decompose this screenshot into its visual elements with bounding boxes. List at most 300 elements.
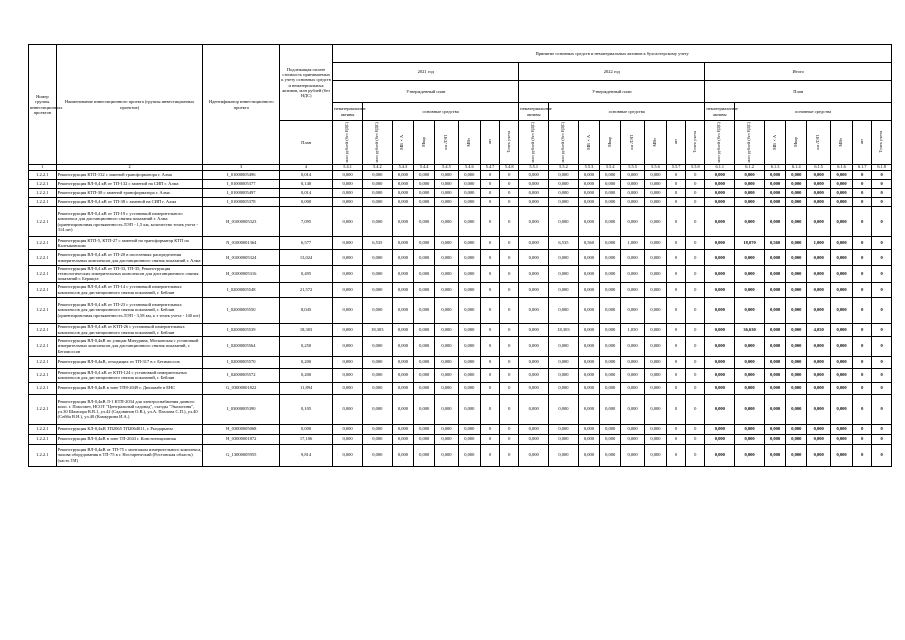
cost-cell: 18,303 xyxy=(280,323,333,336)
value-total-cell: 0,000 xyxy=(786,336,807,356)
value-2021-cell: 0,000 xyxy=(392,189,413,198)
value-2022-cell: 0,000 xyxy=(644,424,666,434)
project-name-cell: Реконструкция ВЛ-0,4кВ от ТП-75 с монтажом измерительного комплекса, чалова оборудования в ТП-75 в г. Ностаренгский (Ростовская область) (часть ТИ) xyxy=(56,444,203,466)
unit-label: млн рублей (без НДС) xyxy=(746,121,752,163)
value-total-cell: 0,000 xyxy=(786,356,807,368)
value-2021-cell: 0 xyxy=(481,356,500,368)
value-total-cell: 0,000 xyxy=(807,198,830,207)
value-total-cell: 0 xyxy=(872,444,892,466)
value-total-cell: 0,000 xyxy=(705,356,735,368)
header-project-name: Наименование инвестиционного проекта (группы инвестиционных проектов) xyxy=(56,45,203,165)
value-2022-cell: 0 xyxy=(686,282,705,297)
value-2022-cell: 0 xyxy=(686,171,705,180)
project-name-cell: Реконструкция КЛ-0,4кВ ТП2065 ТП2064011, г. Рыздарыны xyxy=(56,424,203,434)
value-total-cell: 0,000 xyxy=(735,382,765,394)
value-2022-cell: 0,000 xyxy=(519,394,549,424)
value-2021-cell: 0,000 xyxy=(333,266,363,283)
value-2021-cell: 0,000 xyxy=(458,198,480,207)
value-total-cell: 0,000 xyxy=(830,266,852,283)
value-2022-cell: 0,000 xyxy=(644,336,666,356)
value-2022-cell: 0,000 xyxy=(578,368,599,382)
value-2022-cell: 0,000 xyxy=(519,424,549,434)
value-total-cell: 0 xyxy=(872,356,892,368)
header-total: Итого xyxy=(705,63,892,81)
value-2022-cell: 0 xyxy=(667,394,686,424)
value-2021-cell: 0,000 xyxy=(435,394,458,424)
table-row xyxy=(29,266,892,283)
column-number: 5.5.7 xyxy=(667,165,686,171)
value-2022-cell: 0,000 xyxy=(549,297,579,323)
value-total-cell: 0,000 xyxy=(786,266,807,283)
unit-label: млн рублей (без НДС) xyxy=(530,121,536,163)
value-2022-cell: 0,000 xyxy=(600,424,621,434)
value-total-cell: 0 xyxy=(853,282,872,297)
header-plan-col: План xyxy=(280,121,333,165)
value-2021-cell: 0,000 xyxy=(458,356,480,368)
project-id-cell: I_01000005378 xyxy=(203,198,280,207)
value-total-cell: 0,000 xyxy=(764,323,785,336)
value-2022-cell: 0,000 xyxy=(600,368,621,382)
value-2022-cell: 0 xyxy=(686,424,705,434)
unit-cell xyxy=(735,121,765,165)
column-number: 5.4.2 xyxy=(362,165,392,171)
table-row xyxy=(29,434,892,444)
value-total-cell: 0,000 xyxy=(705,434,735,444)
value-2021-cell: 0,000 xyxy=(414,266,435,283)
value-total-cell: 0,000 xyxy=(705,207,735,237)
value-2021-cell: 0,000 xyxy=(362,207,392,237)
unit-cell xyxy=(362,121,392,165)
value-total-cell: 0,000 xyxy=(735,336,765,356)
value-2022-cell: 0,000 xyxy=(549,171,579,180)
value-total-cell: 0,000 xyxy=(705,394,735,424)
value-2021-cell: 0,000 xyxy=(392,282,413,297)
value-2022-cell: 0,000 xyxy=(621,424,644,434)
value-2022-cell: 0,000 xyxy=(549,368,579,382)
value-total-cell: 1,000 xyxy=(807,237,830,250)
value-2021-cell: 0 xyxy=(481,282,500,297)
value-total-cell: 0,000 xyxy=(705,382,735,394)
value-2021-cell: 0,000 xyxy=(458,434,480,444)
value-2021-cell: 0,000 xyxy=(333,444,363,466)
value-2021-cell: 0 xyxy=(481,250,500,266)
table-row xyxy=(29,323,892,336)
value-2022-cell: 0 xyxy=(667,189,686,198)
value-2022-cell: 0,000 xyxy=(549,198,579,207)
value-total-cell: 0,000 xyxy=(735,180,765,189)
value-2021-cell: 0,000 xyxy=(333,424,363,434)
value-total-cell: 0,000 xyxy=(764,266,785,283)
value-total-cell: 0,000 xyxy=(764,250,785,266)
value-total-cell: 0,000 xyxy=(830,356,852,368)
value-total-cell: 0,000 xyxy=(830,189,852,198)
value-total-cell: 0,000 xyxy=(830,382,852,394)
value-2021-cell: 0,000 xyxy=(362,180,392,189)
table-body xyxy=(29,171,892,467)
value-total-cell: 0,000 xyxy=(735,189,765,198)
value-2022-cell: 0,000 xyxy=(600,297,621,323)
value-total-cell: 0 xyxy=(872,424,892,434)
value-total-cell: 0,000 xyxy=(786,368,807,382)
cost-cell: 0,250 xyxy=(280,336,333,356)
value-total-cell: 0 xyxy=(853,180,872,189)
value-2021-cell: 0,000 xyxy=(458,336,480,356)
value-2021-cell: 0,000 xyxy=(435,368,458,382)
table-row xyxy=(29,424,892,434)
project-name-cell: Реконструкция КТП-132 с заменой трансформатора г. Алма xyxy=(56,171,203,180)
column-number: 5.4.5 xyxy=(435,165,458,171)
header-intangible-2021: нематериальные активы xyxy=(333,103,363,121)
column-number: 6.1.1 xyxy=(705,165,735,171)
value-total-cell: 0 xyxy=(872,171,892,180)
value-total-cell: 0,000 xyxy=(807,189,830,198)
table-row xyxy=(29,189,892,198)
value-2021-cell: 0,000 xyxy=(392,382,413,394)
value-total-cell: 0 xyxy=(853,171,872,180)
group-number-cell: 1.2.2.1 xyxy=(29,336,57,356)
value-2022-cell: 0 xyxy=(667,282,686,297)
value-total-cell: 0 xyxy=(853,368,872,382)
value-total-cell: 0,000 xyxy=(764,394,785,424)
value-2021-cell: 0,000 xyxy=(414,282,435,297)
value-total-cell: 0,000 xyxy=(705,189,735,198)
value-2022-cell: 0,000 xyxy=(578,382,599,394)
value-2021-cell: 0,000 xyxy=(414,207,435,237)
project-id-cell: I_02000005548 xyxy=(203,282,280,297)
unit-cell xyxy=(807,121,830,165)
project-name-cell: Реконструкция ВЛ-0,4 кВ от ТП-20 в поселениях распределения измерительных комплексов для дистанционного снятия показаний г. Алма xyxy=(56,250,203,266)
value-total-cell: 0,000 xyxy=(830,237,852,250)
value-2021-cell: 0 xyxy=(500,424,519,434)
value-total-cell: 0,000 xyxy=(786,282,807,297)
value-total-cell: 0,000 xyxy=(830,323,852,336)
value-2021-cell: 0,000 xyxy=(435,356,458,368)
value-2022-cell: 0,000 xyxy=(519,237,549,250)
value-total-cell: 0 xyxy=(872,237,892,250)
value-2022-cell: 0,000 xyxy=(600,171,621,180)
value-total-cell: 0,000 xyxy=(705,237,735,250)
value-2021-cell: 0,000 xyxy=(435,198,458,207)
project-name-cell: Реконструкция ВЛ-0,4 кВ от ТП-38 с заменой на СИП г. Алма xyxy=(56,198,203,207)
value-total-cell: 0,000 xyxy=(807,180,830,189)
group-number-cell: 1.2.2.1 xyxy=(29,250,57,266)
table-row xyxy=(29,250,892,266)
value-2021-cell: 0 xyxy=(481,444,500,466)
value-2022-cell: 0,000 xyxy=(519,368,549,382)
value-2021-cell: 0,000 xyxy=(362,297,392,323)
value-total-cell: 0 xyxy=(853,382,872,394)
unit-cell xyxy=(500,121,519,165)
unit-cell xyxy=(519,121,549,165)
value-total-cell: 0,000 xyxy=(735,266,765,283)
value-2022-cell: 0 xyxy=(667,180,686,189)
project-id-cell: N_01000001364 xyxy=(203,237,280,250)
value-total-cell: 0,000 xyxy=(735,424,765,434)
value-total-cell: 0 xyxy=(853,356,872,368)
value-2022-cell: 0,000 xyxy=(578,424,599,434)
value-2021-cell: 0,000 xyxy=(458,282,480,297)
value-2021-cell: 0 xyxy=(481,336,500,356)
column-number: 3 xyxy=(203,165,280,171)
value-2022-cell: 0,000 xyxy=(519,297,549,323)
value-2021-cell: 0,000 xyxy=(392,424,413,434)
table-row xyxy=(29,382,892,394)
value-2022-cell: 0,000 xyxy=(621,207,644,237)
cost-cell: 0,000 xyxy=(280,424,333,434)
value-2022-cell: 0,000 xyxy=(621,189,644,198)
value-2022-cell: 0,000 xyxy=(600,198,621,207)
value-total-cell: 0,000 xyxy=(807,250,830,266)
value-2022-cell: 0,000 xyxy=(578,323,599,336)
value-2021-cell: 0,000 xyxy=(362,444,392,466)
header-fixed-assets-2021: основные средства xyxy=(362,103,518,121)
value-total-cell: 0,000 xyxy=(807,382,830,394)
value-2021-cell: 0,000 xyxy=(392,237,413,250)
value-2022-cell: 0,000 xyxy=(621,180,644,189)
value-2022-cell: 0 xyxy=(686,444,705,466)
value-total-cell: 0 xyxy=(853,434,872,444)
value-2021-cell: 0,000 xyxy=(392,444,413,466)
value-2022-cell: 0,000 xyxy=(644,382,666,394)
value-2021-cell: 0,000 xyxy=(392,323,413,336)
value-2022-cell: 0,000 xyxy=(600,356,621,368)
unit-cell xyxy=(667,121,686,165)
group-number-cell: 1.2.2.1 xyxy=(29,282,57,297)
value-2021-cell: 0 xyxy=(500,180,519,189)
value-2021-cell: 0,000 xyxy=(392,171,413,180)
column-number: 5.4.1 xyxy=(333,165,363,171)
value-total-cell: 0,000 xyxy=(830,207,852,237)
unit-label: МВт xyxy=(465,137,471,147)
value-2021-cell: 0 xyxy=(500,198,519,207)
value-2022-cell: 0 xyxy=(686,189,705,198)
value-total-cell: 0,000 xyxy=(735,434,765,444)
value-total-cell: 0 xyxy=(853,237,872,250)
unit-cell xyxy=(600,121,621,165)
value-2022-cell: 0,000 xyxy=(644,282,666,297)
value-total-cell: 0 xyxy=(872,323,892,336)
value-2022-cell: 0,000 xyxy=(621,356,644,368)
value-total-cell: 0,000 xyxy=(735,444,765,466)
value-2022-cell: 0,000 xyxy=(644,434,666,444)
value-2022-cell: 0 xyxy=(667,198,686,207)
unit-label: МВ×А xyxy=(585,134,591,150)
value-2022-cell: 0,000 xyxy=(644,444,666,466)
value-2022-cell: 0 xyxy=(667,382,686,394)
value-2022-cell: 0,000 xyxy=(578,297,599,323)
table-row xyxy=(29,282,892,297)
value-2022-cell: 0,000 xyxy=(644,323,666,336)
column-number: 6.1.5 xyxy=(807,165,830,171)
value-total-cell: 0,000 xyxy=(807,434,830,444)
column-number: 5.4.6 xyxy=(458,165,480,171)
project-id-cell: I_02000005564 xyxy=(203,336,280,356)
value-total-cell: 0 xyxy=(872,180,892,189)
value-2022-cell: 0,000 xyxy=(644,189,666,198)
unit-label: шт xyxy=(486,139,492,145)
value-2022-cell: 0,000 xyxy=(519,382,549,394)
value-total-cell: 0,000 xyxy=(705,266,735,283)
table-row xyxy=(29,368,892,382)
group-number-cell: 1.2.2.1 xyxy=(29,297,57,323)
unit-label: млн рублей (без НДС) xyxy=(373,121,379,163)
cost-cell: 21,572 xyxy=(280,282,333,297)
table-row xyxy=(29,356,892,368)
value-total-cell: 18,070 xyxy=(735,237,765,250)
group-number-cell: 1.2.2.1 xyxy=(29,424,57,434)
value-total-cell: 0,000 xyxy=(705,282,735,297)
value-total-cell: 0,000 xyxy=(830,444,852,466)
value-total-cell: 0,000 xyxy=(705,368,735,382)
group-number-cell: 1.2.2.1 xyxy=(29,237,57,250)
group-number-cell: 1.2.2.1 xyxy=(29,356,57,368)
value-2022-cell: 0,000 xyxy=(621,171,644,180)
value-2022-cell: 0 xyxy=(686,368,705,382)
cost-cell: 0,140 xyxy=(280,180,333,189)
table-row xyxy=(29,336,892,356)
value-total-cell: 0,560 xyxy=(764,237,785,250)
unit-cell xyxy=(435,121,458,165)
cost-cell: 6,577 xyxy=(280,237,333,250)
cost-cell: 0,200 xyxy=(280,368,333,382)
value-2022-cell: 0 xyxy=(667,250,686,266)
unit-label: Мвар xyxy=(792,136,798,147)
value-total-cell: 0,000 xyxy=(830,368,852,382)
value-total-cell: 0 xyxy=(853,198,872,207)
header-acceptance: Принятие основных средств и нематериальных активов к бухгалтерскому учету xyxy=(333,45,892,63)
column-number: 6.1.3 xyxy=(764,165,785,171)
value-2021-cell: 0 xyxy=(481,394,500,424)
value-2021-cell: 0,000 xyxy=(414,180,435,189)
project-name-cell: Реконструкция ВЛ-0,4кВ в зоне ТП-2043 г. Конститюционная xyxy=(56,434,203,444)
unit-label: Точек учета xyxy=(878,131,884,153)
value-2021-cell: 0,000 xyxy=(435,171,458,180)
unit-label: км ЛЭП xyxy=(815,134,821,150)
value-total-cell: 0 xyxy=(853,207,872,237)
project-id-cell: I_01000005497 xyxy=(203,189,280,198)
value-total-cell: 0,000 xyxy=(705,444,735,466)
unit-cell xyxy=(686,121,705,165)
value-2021-cell: 0,000 xyxy=(333,336,363,356)
value-2022-cell: 0,000 xyxy=(578,282,599,297)
project-name-cell: Реконструкция ВЛ-0,4кВ, отходящих от ТП-317 в г. Бегимоссов xyxy=(56,356,203,368)
value-total-cell: 0,000 xyxy=(705,336,735,356)
unit-label: км ЛЭП xyxy=(629,134,635,150)
value-total-cell: 0,000 xyxy=(735,356,765,368)
value-2022-cell: 0,000 xyxy=(519,323,549,336)
value-2022-cell: 1,000 xyxy=(621,237,644,250)
value-2022-cell: 0,000 xyxy=(621,250,644,266)
value-total-cell: 0,000 xyxy=(830,394,852,424)
project-name-cell: Реконструкция ВЛ-0,4 кВ от ТП-132 с заменой на СИП г. Алма xyxy=(56,180,203,189)
value-total-cell: 0,000 xyxy=(735,368,765,382)
value-2022-cell: 0,000 xyxy=(519,180,549,189)
value-2021-cell: 0,000 xyxy=(392,180,413,189)
value-2021-cell: 0,000 xyxy=(435,382,458,394)
value-2022-cell: 6,535 xyxy=(549,237,579,250)
value-2021-cell: 0,000 xyxy=(414,424,435,434)
project-name-cell: Реконструкция КТП-5, КТП-27 с заменой на трансформатор КТП по Калтыковским xyxy=(56,237,203,250)
value-2022-cell: 0 xyxy=(686,207,705,237)
project-name-cell: Реконструкция ВЛ-0,4 кВ от ТП-19 с установкой измерительного комплекса для дистанционного снятия показаний г. Алма (ориентировочная протяженность ЛЭП - 1,5 км, количество точек учета - 314 шт) xyxy=(56,207,203,237)
value-2021-cell: 0,000 xyxy=(392,336,413,356)
group-number-cell: 1.2.2.1 xyxy=(29,434,57,444)
value-total-cell: 0,000 xyxy=(705,323,735,336)
column-number: 5.4.8 xyxy=(500,165,519,171)
value-total-cell: 0,000 xyxy=(735,207,765,237)
value-2022-cell: 0,000 xyxy=(519,250,549,266)
value-total-cell: 0,000 xyxy=(786,180,807,189)
value-2021-cell: 0 xyxy=(481,382,500,394)
value-2021-cell: 0,000 xyxy=(362,434,392,444)
value-2021-cell: 0,000 xyxy=(458,250,480,266)
column-number: 6.1.7 xyxy=(853,165,872,171)
value-total-cell: 0,000 xyxy=(764,189,785,198)
value-2021-cell: 0 xyxy=(500,323,519,336)
value-2022-cell: 0,000 xyxy=(578,180,599,189)
value-2022-cell: 0,000 xyxy=(600,266,621,283)
value-total-cell: 0,000 xyxy=(830,336,852,356)
value-2022-cell: 0,000 xyxy=(621,336,644,356)
value-total-cell: 0 xyxy=(853,336,872,356)
value-2022-cell: 0,000 xyxy=(600,237,621,250)
unit-cell xyxy=(764,121,785,165)
value-2021-cell: 0 xyxy=(481,266,500,283)
value-total-cell: 0 xyxy=(853,297,872,323)
header-intangible-total: нематериальные активы xyxy=(705,103,735,121)
value-2021-cell: 0,000 xyxy=(333,297,363,323)
value-2022-cell: 0,000 xyxy=(549,282,579,297)
value-total-cell: 0 xyxy=(853,424,872,434)
value-2022-cell: 0,000 xyxy=(519,434,549,444)
value-2022-cell: 0,000 xyxy=(519,198,549,207)
value-2022-cell: 0,000 xyxy=(621,382,644,394)
column-number: 5.4.7 xyxy=(481,165,500,171)
value-total-cell: 0,000 xyxy=(786,189,807,198)
value-2021-cell: 0,000 xyxy=(333,394,363,424)
value-2021-cell: 0,000 xyxy=(414,323,435,336)
value-total-cell: 0,000 xyxy=(735,250,765,266)
value-2021-cell: 0,000 xyxy=(435,237,458,250)
group-number-cell: 1.2.2.1 xyxy=(29,207,57,237)
project-name-cell: Реконструкция ВЛ-0,4 кВ от КТП-124 с установкой измерительных комплексов для дистанционного снятия показаний, г. Бейлян xyxy=(56,368,203,382)
project-id-cell: H_01000005316 xyxy=(203,266,280,283)
unit-label: шт xyxy=(858,139,864,145)
column-number: 6.1.4 xyxy=(786,165,807,171)
value-total-cell: 0,000 xyxy=(735,282,765,297)
value-2021-cell: 0,000 xyxy=(435,266,458,283)
value-2021-cell: 0 xyxy=(500,434,519,444)
value-2022-cell: 0 xyxy=(686,336,705,356)
value-total-cell: 0,000 xyxy=(786,434,807,444)
value-2022-cell: 0,000 xyxy=(578,266,599,283)
value-2021-cell: 0,000 xyxy=(435,282,458,297)
value-total-cell: 0,000 xyxy=(830,434,852,444)
unit-label: км ЛЭП xyxy=(443,134,448,150)
value-2021-cell: 0,000 xyxy=(414,336,435,356)
value-total-cell: 0,000 xyxy=(807,297,830,323)
value-2022-cell: 0,000 xyxy=(549,250,579,266)
value-total-cell: 0 xyxy=(872,368,892,382)
value-2022-cell: 0 xyxy=(667,356,686,368)
value-total-cell: 0,000 xyxy=(764,198,785,207)
header-project-id: Идентификатор инвестиционного проекта xyxy=(203,45,280,165)
value-2021-cell: 0,000 xyxy=(392,297,413,323)
value-total-cell: 0,000 xyxy=(735,171,765,180)
value-2022-cell: 0 xyxy=(667,323,686,336)
project-id-cell: I_02000005550 xyxy=(203,297,280,323)
value-2022-cell: 0,000 xyxy=(549,394,579,424)
